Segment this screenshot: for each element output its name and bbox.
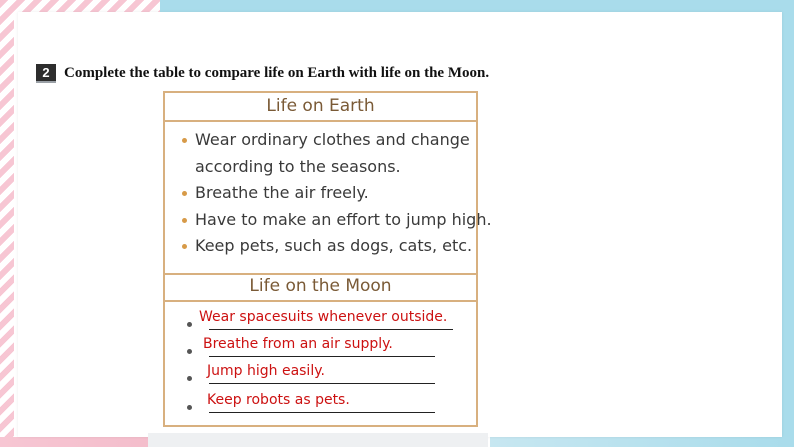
answer-underline [209, 356, 435, 357]
bullet-icon [182, 244, 187, 249]
moon-answer-row [179, 392, 469, 418]
exercise-instruction: Complete the table to compare life on Earth with life on the Moon. [64, 65, 490, 81]
blue-border-bottom [490, 437, 794, 447]
answer-underline [209, 329, 453, 330]
bullet-icon [187, 376, 192, 381]
answer-underline [209, 412, 435, 413]
bullet-icon [182, 218, 187, 223]
moon-answer-text: Breathe from an air supply. [203, 336, 393, 352]
earth-item [179, 207, 492, 234]
earth-item [179, 233, 492, 260]
earth-section [163, 91, 492, 275]
blue-border-top [160, 0, 794, 12]
moon-answer-row [179, 309, 469, 335]
bullet-icon [182, 138, 187, 143]
comparison-table [163, 91, 492, 429]
moon-answer-text: Wear spacesuits whenever outside. [199, 309, 448, 325]
moon-section [163, 273, 478, 427]
moon-answer-text: Keep robots as pets. [207, 392, 350, 408]
moon-heading: Life on the Moon [165, 273, 476, 302]
bullet-icon [187, 322, 192, 327]
earth-item-text: Have to make an effort to jump high. [195, 209, 492, 229]
moon-answer-text: Jump high easily. [207, 363, 325, 379]
blue-border-right [782, 0, 794, 447]
answer-underline [209, 383, 435, 384]
earth-heading: Life on Earth [165, 93, 476, 122]
moon-answer-row [179, 363, 469, 389]
earth-item [179, 180, 492, 207]
earth-item-continuation [179, 154, 492, 181]
pink-stripe-border-left [0, 0, 14, 447]
bullet-icon [187, 349, 192, 354]
earth-item [179, 127, 492, 154]
earth-list [179, 127, 492, 260]
bullet-icon [182, 191, 187, 196]
earth-item-text: Wear ordinary clothes and change [195, 130, 470, 149]
exercise-number-badge: 2 [36, 64, 56, 83]
earth-item-text: Breathe the air freely. [195, 183, 369, 202]
earth-item-text: according to the seasons. [195, 156, 401, 176]
bottom-strip [148, 433, 488, 447]
earth-item-text: Keep pets, such as dogs, cats, etc. [195, 236, 473, 255]
bullet-icon [187, 405, 192, 410]
moon-answer-row [179, 336, 469, 362]
